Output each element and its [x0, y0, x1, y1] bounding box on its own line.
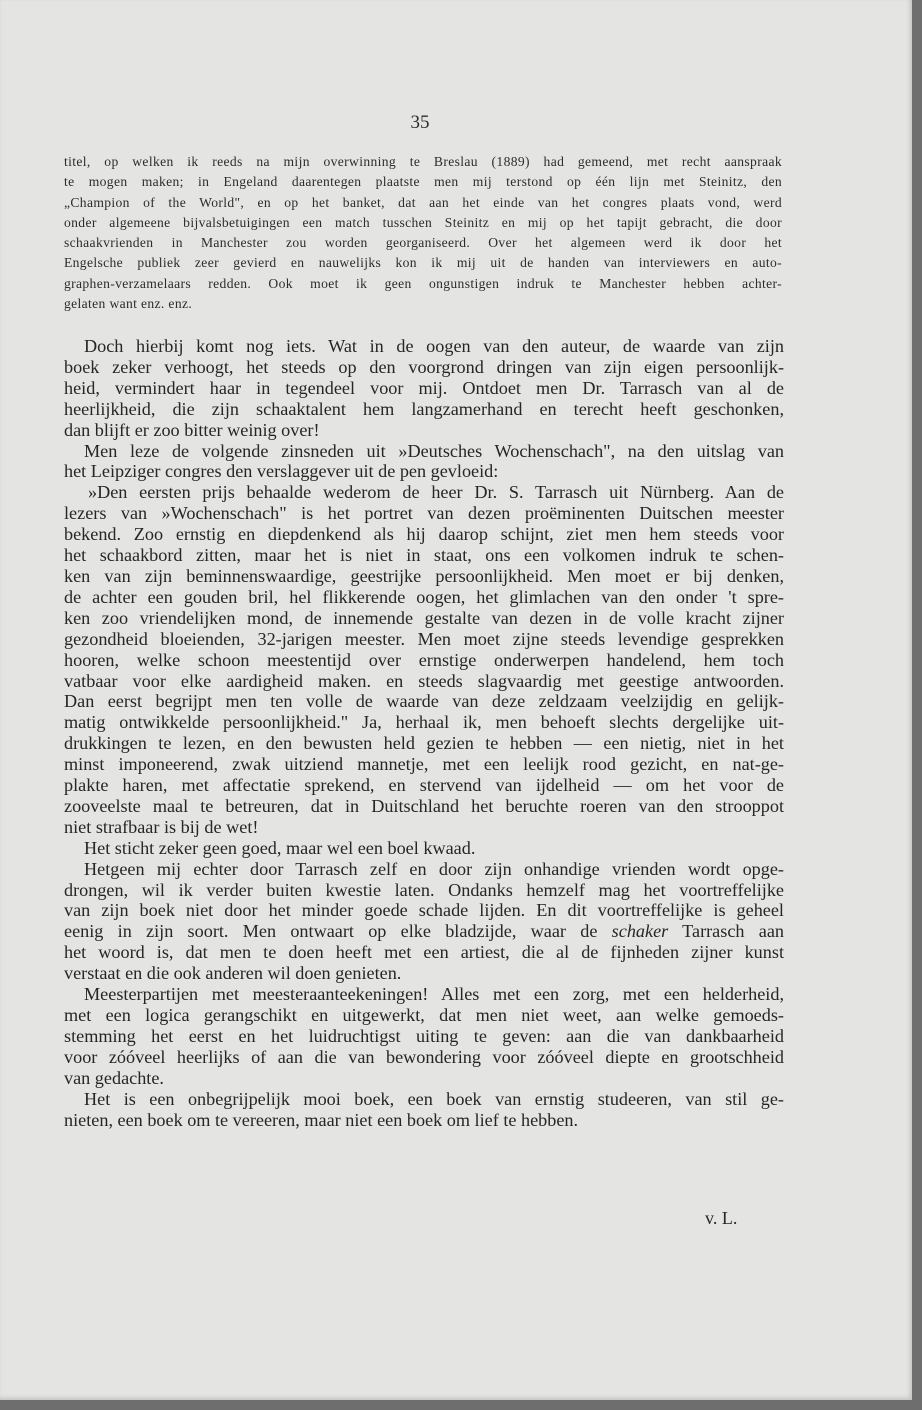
text-line: Men leze de volgende zinsneden uit »Deutsches Wochenschach", na den uitslag van	[84, 440, 784, 461]
paragraph	[64, 482, 784, 837]
text-line: Het is een onbegrijpelijk mooi boek, een boek van ernstig studeeren, van stil ge-	[84, 1088, 784, 1109]
text-line: Dan eerst begrijpt men ten volle de waarde van deze zeldzaam veelzijdig en gelijk-	[64, 691, 784, 712]
text-line: de achter een gouden bril, hel flikkerende oogen, het glimlachen van den onder 't spre-	[64, 586, 784, 607]
text-line: ken van zijn beminnenswaardige, geestrijke persoonlijkheid. Men moet er bij denken,	[64, 565, 784, 586]
text-line: »Den eersten prijs behaalde wederom de heer Dr. S. Tarrasch uit Nürnberg. Aan de	[88, 482, 784, 503]
paragraph	[64, 336, 784, 441]
text-line: het Leipziger congres den verslaggever uit de pen gevloeid:	[64, 461, 499, 482]
text-line: dan blijft er zoo bitter weinig over!	[64, 419, 320, 440]
text-line: heid, vermindert haar in tegendeel voor mij. Ontdoet men Dr. Tarrasch van al de	[64, 377, 784, 398]
text-line: hooren, welke schoon meestentijd over ernstige onderwerpen handelend, hem toch	[64, 649, 784, 670]
text-line: het woord is, dat men te doen heeft met een artiest, die al de fijnheden zijner kunst	[64, 942, 784, 963]
text-line: voor zóóveel heerlijks of aan die van bewondering voor zóóveel diepte en grootschheid	[64, 1046, 784, 1067]
text-line: plakte haren, met affectatie sprekend, en stervend van ijdelheid — om het voor de	[64, 775, 784, 796]
text-line: stemming het eerst en het luidruchtigst uiting te geven: aan die van dankbaarheid	[64, 1025, 784, 1046]
text-line: drukkingen te lezen, en den bewusten held gezien te hebben — een nietig, niet in het	[64, 733, 784, 754]
text-line: niet strafbaar is bij de wet!	[64, 816, 259, 837]
paragraph	[64, 838, 784, 859]
text-line: van gedachte.	[64, 1067, 164, 1088]
text-line: Engelsche publiek zeer gevierd en nauwelijks kon ik mij uit de handen van interviewers en auto-	[64, 255, 782, 271]
text-line: minst imponeerend, zwak uitziend mannetje, met een leelijk rood gezicht, en nat-ge-	[64, 754, 784, 775]
text-line: matig ontwikkelde persoonlijkheid." Ja, herhaal ik, men behoeft slechts dergelijke uit-	[64, 712, 784, 733]
text-line: Het sticht zeker geen goed, maar wel een boel kwaad.	[84, 837, 476, 858]
paragraph	[64, 1089, 784, 1131]
text-line: heerlijkheid, die zijn schaaktalent hem langzamerhand en terecht heeft geschonken,	[64, 398, 784, 419]
text-line: gelaten want enz. enz.	[64, 296, 193, 312]
signature: v. L.	[705, 1208, 738, 1228]
footnote-quote-block	[64, 152, 782, 314]
text-line: gezondheid bloeienden, 32-jarigen meester. Men moet zijne steeds levendige gesprekken	[64, 628, 784, 649]
text-line: zooveelste maal te betreuren, dat in Duitschland het beruchte roeren van den strooppot	[64, 795, 784, 816]
page-number: 35	[410, 112, 430, 133]
text-line: titel, op welken ik reeds na mijn overwinning te Breslau (1889) had gemeend, met recht aanspraak	[64, 154, 782, 169]
text-line: ken zoo vriendelijken mond, de innemende gestalte van dezen in de volle kracht zijner	[64, 607, 784, 628]
text-line: met een logica gerangschikt en uitgewerkt, dat men niet weet, aan welke gemoeds-	[64, 1005, 784, 1025]
text-line: vatbaar voor elke aardigheid maken. en steeds slagvaardig met geestige antwoorden.	[64, 670, 784, 691]
text-line: graphen-verzamelaars redden. Ook moet ik geen ongunstigen indruk te Manchester hebben achter-	[64, 275, 782, 291]
text-line: verstaat en die ook anderen wil doen genieten.	[64, 963, 402, 984]
text-line: bekend. Zoo ernstig en diepdenkend als hij daarop schijnt, ziet men hem steeds voor	[64, 524, 784, 545]
text-line: te mogen maken; in Engeland daarentegen plaatste men mij terstond op één lijn met Steinitz, den	[64, 174, 782, 190]
text-line: het schaakbord zitten, maar het is niet in staat, ons een volkomen indruk te schen-	[64, 545, 784, 566]
text-line: onder algemeene bijvalsbetuigingen een match tusschen Steinitz en mij op het tapijt gebracht, die door	[64, 214, 782, 230]
body-text	[64, 336, 784, 1130]
text-line: Doch hierbij komt nog iets. Wat in de oogen van den auteur, de waarde van zijn	[84, 336, 784, 356]
text-line: Hetgeen mij echter door Tarrasch zelf en door zijn onhandige vrienden wordt opge-	[84, 858, 784, 879]
text-line: nieten, een boek om te vereeren, maar niet een boek om lief te hebben.	[64, 1109, 579, 1130]
text-line: boek zeker verhoogt, het steeds op den voorgrond dringen van zijn eigen persoonlijk-	[64, 356, 784, 377]
paragraph	[64, 441, 784, 483]
text-line: drongen, wil ik verder buiten kwestie laten. Ondanks hemzelf mag het voortreffelijke	[64, 879, 784, 900]
text-line: eenig in zijn soort. Men ontwaart op elke bladzijde, waar de schaker Tarrasch aan	[64, 921, 784, 942]
text-line: schaakvrienden in Manchester zou worden georganiseerd. Over het algemeen werd ik door het	[64, 235, 782, 251]
text-line: Meesterpartijen met meesteraanteekeningen! Alles met een zorg, met een helderheid,	[84, 984, 784, 1005]
paragraph	[64, 984, 784, 1089]
text-line: van zijn boek niet door het minder goede schade lijden. En dit voortreffelijke is geheel	[64, 900, 784, 921]
paragraph	[64, 859, 784, 984]
text-line: lezers van »Wochenschach" is het portret van dezen proëminenten Duitschen meester	[64, 503, 784, 524]
text-line: „Champion of the World", en op het banket, dat aan het einde van het congres plaats vond, werd	[64, 194, 782, 210]
